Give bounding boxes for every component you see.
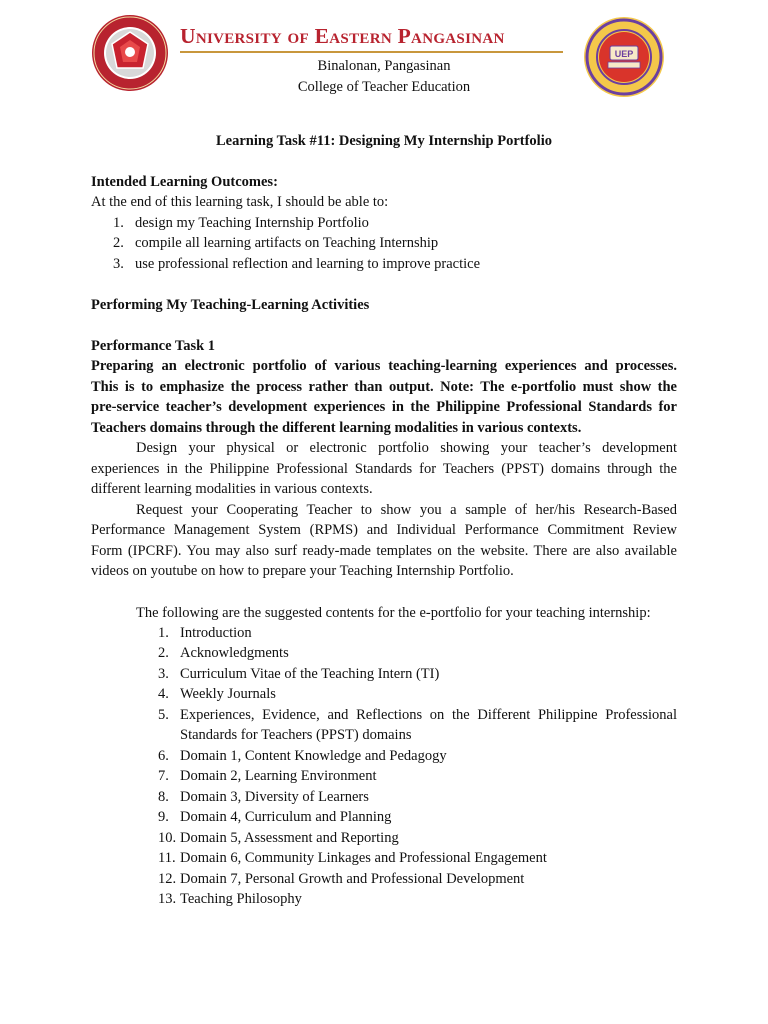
header-divider [180,51,563,53]
content-item: 2. Acknowledgments [158,645,289,661]
para1-line: different learning modalities in various contexts. [91,481,373,497]
para2-line: Request your Cooperating Teacher to show you a sample of her/his Research-Based [136,502,677,518]
content-item: 12. Domain 7, Personal Growth and Professional Development [158,871,525,887]
page-title: Learning Task #11: Designing My Internship Portfolio [216,133,552,149]
college-name: College of Teacher Education [297,79,471,95]
outcome-item: 1. design my Teaching Internship Portfolio [113,215,369,231]
outcomes-intro: At the end of this learning task, I should be able to: [91,194,389,210]
outcome-item: 2. compile all learning artifacts on Teaching Internship [113,235,439,251]
outcomes-heading: Intended Learning Outcomes: [91,174,278,190]
task-heading: Performance Task 1 [91,338,216,354]
content-item: 9. Domain 4, Curriculum and Planning [158,809,392,825]
para2-line: Performance Management System (RPMS) and Individual Performance Commitment Review [91,522,677,538]
contents-intro: The following are the suggested contents for the e-portfolio for your teaching internship: [136,605,651,621]
content-item: 13. Teaching Philosophy [158,891,302,907]
content-item: 10. Domain 5, Assessment and Reporting [158,830,399,846]
right-logo-badge: UEP [614,49,634,59]
para1-line: Design your physical or electronic portfolio showing your teacher’s development [136,440,677,456]
task-bold-line: This is to emphasize the process rather than output. Note: The e-portfolio must show the [91,379,677,395]
para2-line: Form (IPCRF). You may also surf ready-made templates on the website. There are also available [91,543,677,559]
outcome-item: 3. use professional reflection and learning to improve practice [113,256,481,272]
para1-line: experiences in the Philippine Professional Standards for Teachers (PPST) domains through the [91,461,677,477]
content-item-continued: Standards for Teachers (PPST) domains [180,727,412,743]
content-item: 5. Experiences, Evidence, and Reflections on the Different Philippine Professional [158,707,677,723]
content-item: 1. Introduction [158,625,252,641]
para2-line: videos on youtube on how to prepare your Teaching Internship Portfolio. [91,563,514,579]
content-item: 3. Curriculum Vitae of the Teaching Intern (TI) [158,666,440,682]
campus-location: Binalonan, Pangasinan [317,58,451,74]
university-name: University of Eastern Pangasinan [180,24,505,48]
content-item: 7. Domain 2, Learning Environment [158,768,377,784]
content-item: 8. Domain 3, Diversity of Learners [158,789,369,805]
activities-heading: Performing My Teaching-Learning Activities [91,297,370,313]
content-item: 11. Domain 6, Community Linkages and Professional Engagement [158,850,547,866]
content-item: 6. Domain 1, Content Knowledge and Pedagogy [158,748,447,764]
task-bold-line: Teachers domains through the different learning modalities in various contexts. [91,420,582,436]
content-item: 4. Weekly Journals [158,686,276,702]
task-bold-line: pre-service teacher’s development experiences in the Philippine Professional Standards for [91,399,677,415]
task-bold-line: Preparing an electronic portfolio of various teaching-learning experiences and processes. [91,358,677,374]
